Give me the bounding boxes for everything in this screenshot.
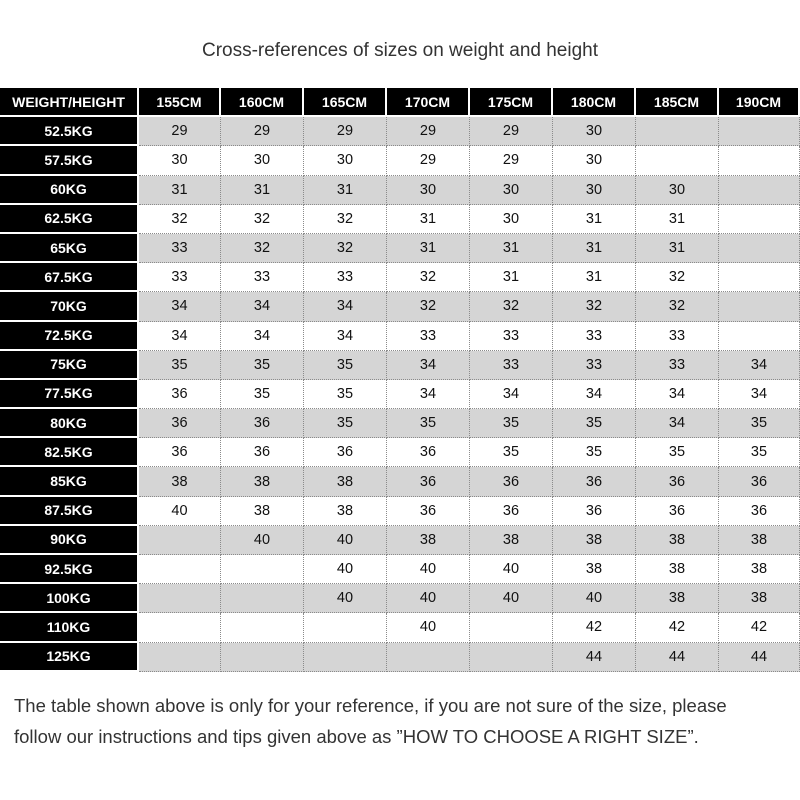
size-cell: 31	[636, 205, 719, 234]
note-line-1: The table shown above is only for your reference, if you are not sure of the size, please	[14, 695, 727, 716]
size-cell: 44	[719, 643, 800, 672]
size-cell	[719, 176, 800, 205]
size-cell	[470, 613, 553, 642]
size-cell: 36	[221, 409, 304, 438]
weight-row-label: 77.5KG	[0, 380, 139, 409]
size-cell: 36	[470, 497, 553, 526]
size-cell: 33	[553, 351, 636, 380]
size-cell: 40	[304, 555, 387, 584]
size-cell: 33	[470, 351, 553, 380]
height-header: 165CM	[304, 88, 387, 117]
size-cell: 34	[387, 351, 470, 380]
size-cell: 35	[139, 351, 221, 380]
size-cell: 44	[553, 643, 636, 672]
size-cell: 40	[304, 584, 387, 613]
weight-row-label: 82.5KG	[0, 438, 139, 467]
size-cell: 38	[636, 584, 719, 613]
size-cell: 31	[553, 263, 636, 292]
size-cell: 30	[470, 205, 553, 234]
size-cell: 35	[304, 380, 387, 409]
size-cell: 38	[139, 467, 221, 496]
size-cell	[221, 555, 304, 584]
weight-row-label: 90KG	[0, 526, 139, 555]
size-cell	[139, 555, 221, 584]
size-cell: 42	[553, 613, 636, 642]
size-cell: 33	[553, 322, 636, 351]
height-header: 180CM	[553, 88, 636, 117]
size-cell: 30	[553, 176, 636, 205]
size-cell: 36	[387, 467, 470, 496]
size-cell: 34	[553, 380, 636, 409]
size-cell: 34	[139, 292, 221, 321]
size-cell: 34	[470, 380, 553, 409]
size-cell: 33	[139, 234, 221, 263]
size-cell: 35	[221, 351, 304, 380]
size-cell: 35	[553, 409, 636, 438]
size-cell: 36	[387, 438, 470, 467]
size-cell: 30	[553, 117, 636, 146]
weight-row-label: 62.5KG	[0, 205, 139, 234]
size-cell: 32	[139, 205, 221, 234]
size-cell	[139, 613, 221, 642]
size-cell: 40	[387, 555, 470, 584]
weight-row-label: 100KG	[0, 584, 139, 613]
size-cell: 38	[221, 497, 304, 526]
size-cell	[719, 263, 800, 292]
size-cell: 34	[221, 322, 304, 351]
size-cell	[470, 643, 553, 672]
size-cell: 33	[470, 322, 553, 351]
size-cell: 30	[553, 146, 636, 175]
size-cell: 34	[304, 322, 387, 351]
size-cell	[139, 526, 221, 555]
size-cell: 38	[221, 467, 304, 496]
size-cell	[387, 643, 470, 672]
size-cell: 36	[139, 380, 221, 409]
size-cell: 36	[636, 497, 719, 526]
size-cell: 35	[221, 380, 304, 409]
size-cell: 42	[636, 613, 719, 642]
size-cell: 40	[221, 526, 304, 555]
size-cell: 38	[304, 497, 387, 526]
size-cell	[636, 117, 719, 146]
weight-row-label: 60KG	[0, 176, 139, 205]
size-cell: 33	[139, 263, 221, 292]
weight-row-label: 67.5KG	[0, 263, 139, 292]
size-cell: 31	[139, 176, 221, 205]
size-cell: 32	[304, 205, 387, 234]
size-cell: 36	[636, 467, 719, 496]
weight-row-label: 70KG	[0, 292, 139, 321]
size-cell: 40	[470, 555, 553, 584]
size-cell: 31	[387, 205, 470, 234]
size-cell: 32	[304, 234, 387, 263]
weight-row-label: 92.5KG	[0, 555, 139, 584]
size-cell: 36	[719, 467, 800, 496]
size-cell: 30	[636, 176, 719, 205]
size-cell: 36	[221, 438, 304, 467]
size-cell	[304, 613, 387, 642]
size-cell: 30	[221, 146, 304, 175]
size-cell: 35	[304, 409, 387, 438]
size-cell: 42	[719, 613, 800, 642]
size-cell	[636, 146, 719, 175]
size-cell: 35	[470, 409, 553, 438]
weight-row-label: 57.5KG	[0, 146, 139, 175]
size-cell: 38	[387, 526, 470, 555]
size-cell: 32	[553, 292, 636, 321]
size-cell	[139, 643, 221, 672]
size-cell	[221, 584, 304, 613]
weight-row-label: 125KG	[0, 643, 139, 672]
corner-header: WEIGHT/HEIGHT	[0, 88, 139, 117]
size-cell: 36	[719, 497, 800, 526]
size-cell: 30	[139, 146, 221, 175]
size-cell: 40	[470, 584, 553, 613]
size-cell: 34	[636, 409, 719, 438]
size-cell: 31	[387, 234, 470, 263]
height-header: 160CM	[221, 88, 304, 117]
height-header: 175CM	[470, 88, 553, 117]
size-cell: 29	[139, 117, 221, 146]
size-cell: 29	[221, 117, 304, 146]
size-cell: 35	[553, 438, 636, 467]
size-cell: 31	[553, 205, 636, 234]
size-cell: 34	[387, 380, 470, 409]
size-cell: 38	[304, 467, 387, 496]
page-title: Cross-references of sizes on weight and height	[201, 40, 599, 61]
size-cell: 38	[719, 526, 800, 555]
reference-note	[14, 690, 794, 752]
size-cell: 31	[553, 234, 636, 263]
size-cell: 29	[470, 117, 553, 146]
size-cell: 31	[304, 176, 387, 205]
size-cell: 30	[470, 176, 553, 205]
size-cell: 35	[387, 409, 470, 438]
size-cell: 38	[636, 555, 719, 584]
height-header: 190CM	[719, 88, 800, 117]
size-cell	[719, 146, 800, 175]
size-cell: 38	[636, 526, 719, 555]
size-cell: 33	[387, 322, 470, 351]
size-cell: 36	[139, 438, 221, 467]
size-cell: 29	[387, 146, 470, 175]
size-cell: 35	[636, 438, 719, 467]
note-line-2: follow our instructions and tips given above as ”HOW TO CHOOSE A RIGHT SIZE”.	[14, 726, 699, 747]
weight-row-label: 75KG	[0, 351, 139, 380]
size-cell: 38	[553, 555, 636, 584]
size-cell: 29	[470, 146, 553, 175]
size-cell: 36	[470, 467, 553, 496]
size-cell	[719, 292, 800, 321]
size-cell: 30	[387, 176, 470, 205]
size-cell: 38	[719, 584, 800, 613]
size-cell: 34	[636, 380, 719, 409]
size-cell: 38	[553, 526, 636, 555]
size-cell	[304, 643, 387, 672]
height-header: 185CM	[636, 88, 719, 117]
size-cell: 29	[387, 117, 470, 146]
size-cell	[719, 234, 800, 263]
size-cell: 29	[304, 117, 387, 146]
size-cell	[221, 613, 304, 642]
size-cell: 34	[719, 380, 800, 409]
size-cell: 32	[636, 292, 719, 321]
size-cell	[139, 584, 221, 613]
weight-row-label: 65KG	[0, 234, 139, 263]
size-cell: 38	[719, 555, 800, 584]
size-cell: 36	[304, 438, 387, 467]
size-cell: 31	[636, 234, 719, 263]
size-chart-table	[0, 88, 800, 672]
height-header: 170CM	[387, 88, 470, 117]
size-cell: 32	[221, 205, 304, 234]
size-cell: 32	[387, 292, 470, 321]
size-cell: 40	[387, 613, 470, 642]
weight-row-label: 85KG	[0, 467, 139, 496]
weight-row-label: 72.5KG	[0, 322, 139, 351]
size-cell: 31	[470, 263, 553, 292]
size-cell	[719, 205, 800, 234]
weight-row-label: 87.5KG	[0, 497, 139, 526]
size-cell: 33	[636, 322, 719, 351]
size-cell: 32	[387, 263, 470, 292]
size-cell: 32	[221, 234, 304, 263]
weight-row-label: 52.5KG	[0, 117, 139, 146]
size-cell: 36	[553, 497, 636, 526]
size-cell: 40	[553, 584, 636, 613]
size-cell: 36	[387, 497, 470, 526]
size-cell: 40	[304, 526, 387, 555]
size-cell: 35	[470, 438, 553, 467]
size-cell: 35	[304, 351, 387, 380]
size-cell: 31	[470, 234, 553, 263]
size-cell: 40	[387, 584, 470, 613]
size-cell: 33	[636, 351, 719, 380]
size-cell: 40	[139, 497, 221, 526]
size-cell: 33	[304, 263, 387, 292]
size-cell: 34	[221, 292, 304, 321]
size-cell: 30	[304, 146, 387, 175]
size-cell: 38	[470, 526, 553, 555]
size-cell: 44	[636, 643, 719, 672]
size-cell: 34	[139, 322, 221, 351]
size-cell	[221, 643, 304, 672]
size-cell: 33	[221, 263, 304, 292]
size-cell: 34	[304, 292, 387, 321]
size-cell: 31	[221, 176, 304, 205]
size-cell	[719, 117, 800, 146]
weight-row-label: 110KG	[0, 613, 139, 642]
size-cell: 34	[719, 351, 800, 380]
size-cell: 36	[139, 409, 221, 438]
weight-row-label: 80KG	[0, 409, 139, 438]
size-cell	[719, 322, 800, 351]
size-cell: 32	[470, 292, 553, 321]
size-cell: 36	[553, 467, 636, 496]
height-header: 155CM	[139, 88, 221, 117]
size-cell: 32	[636, 263, 719, 292]
size-cell: 35	[719, 438, 800, 467]
size-cell: 35	[719, 409, 800, 438]
